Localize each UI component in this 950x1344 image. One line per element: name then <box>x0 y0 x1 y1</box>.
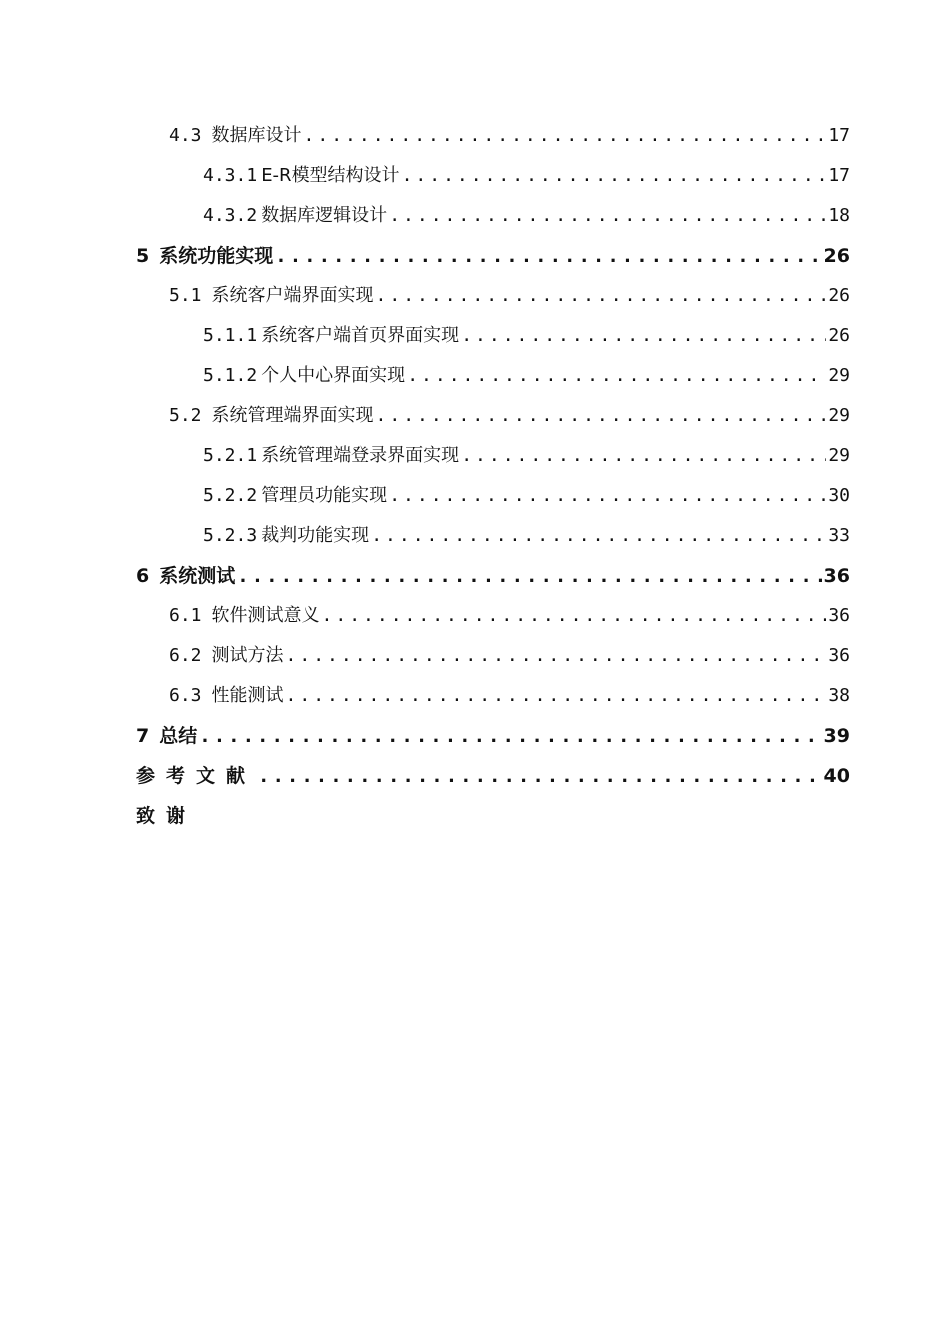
toc-entry[interactable] <box>0 516 850 556</box>
toc-dot-leader <box>389 196 826 236</box>
toc-dot-leader <box>237 556 821 596</box>
toc-dot-leader <box>461 316 826 356</box>
toc-entry[interactable] <box>0 356 850 396</box>
toc-entry-page-number: 33 <box>828 525 850 546</box>
toc-dot-leader <box>376 396 827 436</box>
toc-entry-page-number: 36 <box>823 565 850 587</box>
toc-dot-leader <box>371 516 826 556</box>
toc-entry-number: 5.1.2 <box>203 365 258 386</box>
toc-entry[interactable] <box>0 596 850 636</box>
toc-entry[interactable] <box>0 276 850 316</box>
toc-entry-page-number: 29 <box>828 365 850 386</box>
toc-entry[interactable] <box>0 236 850 276</box>
toc-entry-page-number: 36 <box>828 605 850 626</box>
toc-entry-page-number: 29 <box>828 405 850 426</box>
toc-entry-number: 5 <box>136 245 150 267</box>
toc-entry-title: E-R模型结构设计 <box>261 165 400 186</box>
toc-dot-leader <box>407 356 826 396</box>
toc-entry-title: 系统测试 <box>159 565 236 587</box>
toc-entry[interactable] <box>0 196 850 236</box>
toc-entry-title: 致谢 <box>136 805 197 827</box>
toc-entry-page-number: 18 <box>828 205 850 226</box>
toc-entry-number: 6.1 <box>169 605 202 626</box>
toc-entry-page-number: 39 <box>823 725 850 747</box>
toc-entry-title: 系统客户端界面实现 <box>211 285 374 306</box>
toc-entry-title: 测试方法 <box>211 645 284 666</box>
toc-entry-title: 裁判功能实现 <box>261 525 370 546</box>
toc-entry-number: 5.2.3 <box>203 525 258 546</box>
toc-entry[interactable] <box>0 436 850 476</box>
toc-dot-leader <box>389 476 826 516</box>
toc-entry-page-number: 26 <box>823 245 850 267</box>
toc-dot-leader <box>258 756 822 796</box>
toc-dot-leader <box>275 236 821 276</box>
toc-entry-title: 软件测试意义 <box>211 605 320 626</box>
toc-dot-leader <box>286 676 827 716</box>
toc-entry-title: 性能测试 <box>211 685 284 706</box>
toc-entry-title: 管理员功能实现 <box>261 485 388 506</box>
toc-entry-title: 系统功能实现 <box>159 245 274 267</box>
toc-entry-page-number: 38 <box>828 685 850 706</box>
toc-entry[interactable] <box>0 116 850 156</box>
toc-entry-page-number: 17 <box>828 165 850 186</box>
toc-entry-page-number: 26 <box>828 285 850 306</box>
toc-entry-page-number: 40 <box>823 765 850 787</box>
toc-entry-title: 个人中心界面实现 <box>261 365 406 386</box>
toc-entry-number: 5.2.1 <box>203 445 258 466</box>
toc-entry[interactable] <box>0 756 850 796</box>
toc-entry-page-number: 29 <box>828 445 850 466</box>
toc-dot-leader <box>286 636 827 676</box>
toc-dot-leader <box>461 436 826 476</box>
table-of-contents <box>0 116 950 836</box>
toc-entry-page-number: 30 <box>828 485 850 506</box>
toc-entry-title: 参考文献 <box>136 765 257 787</box>
toc-entry-page-number: 17 <box>828 125 850 146</box>
toc-entry[interactable] <box>0 476 850 516</box>
toc-dot-leader <box>199 716 821 756</box>
toc-entry[interactable] <box>0 396 850 436</box>
toc-dot-leader <box>402 156 827 196</box>
toc-entry[interactable] <box>0 316 850 356</box>
toc-entry-number: 7 <box>136 725 150 747</box>
toc-entry[interactable] <box>0 556 850 596</box>
toc-entry-title: 系统管理端登录界面实现 <box>261 445 460 466</box>
toc-entry-page-number: 26 <box>828 325 850 346</box>
toc-dot-leader <box>376 276 827 316</box>
toc-entry-number: 6.2 <box>169 645 202 666</box>
toc-entry-title: 总结 <box>159 725 198 747</box>
toc-entry[interactable] <box>0 636 850 676</box>
toc-entry-number: 5.1.1 <box>203 325 258 346</box>
toc-entry-title: 系统管理端界面实现 <box>211 405 374 426</box>
toc-entry[interactable] <box>0 676 850 716</box>
toc-entry-number: 4.3.1 <box>203 165 258 186</box>
toc-entry-number: 5.1 <box>169 285 202 306</box>
toc-entry-page-number: 36 <box>828 645 850 666</box>
toc-entry-title: 数据库设计 <box>211 125 302 146</box>
toc-entry-number: 6 <box>136 565 150 587</box>
toc-entry[interactable] <box>0 156 850 196</box>
toc-dot-leader <box>322 596 827 636</box>
toc-dot-leader <box>304 116 827 156</box>
toc-entry-title: 系统客户端首页界面实现 <box>261 325 460 346</box>
toc-entry[interactable] <box>0 716 850 756</box>
toc-entry-number: 4.3.2 <box>203 205 258 226</box>
toc-entry-number: 4.3 <box>169 125 202 146</box>
toc-entry-number: 6.3 <box>169 685 202 706</box>
toc-entry-number: 5.2.2 <box>203 485 258 506</box>
toc-entry[interactable] <box>0 796 850 836</box>
toc-entry-number: 5.2 <box>169 405 202 426</box>
toc-entry-title: 数据库逻辑设计 <box>261 205 388 226</box>
